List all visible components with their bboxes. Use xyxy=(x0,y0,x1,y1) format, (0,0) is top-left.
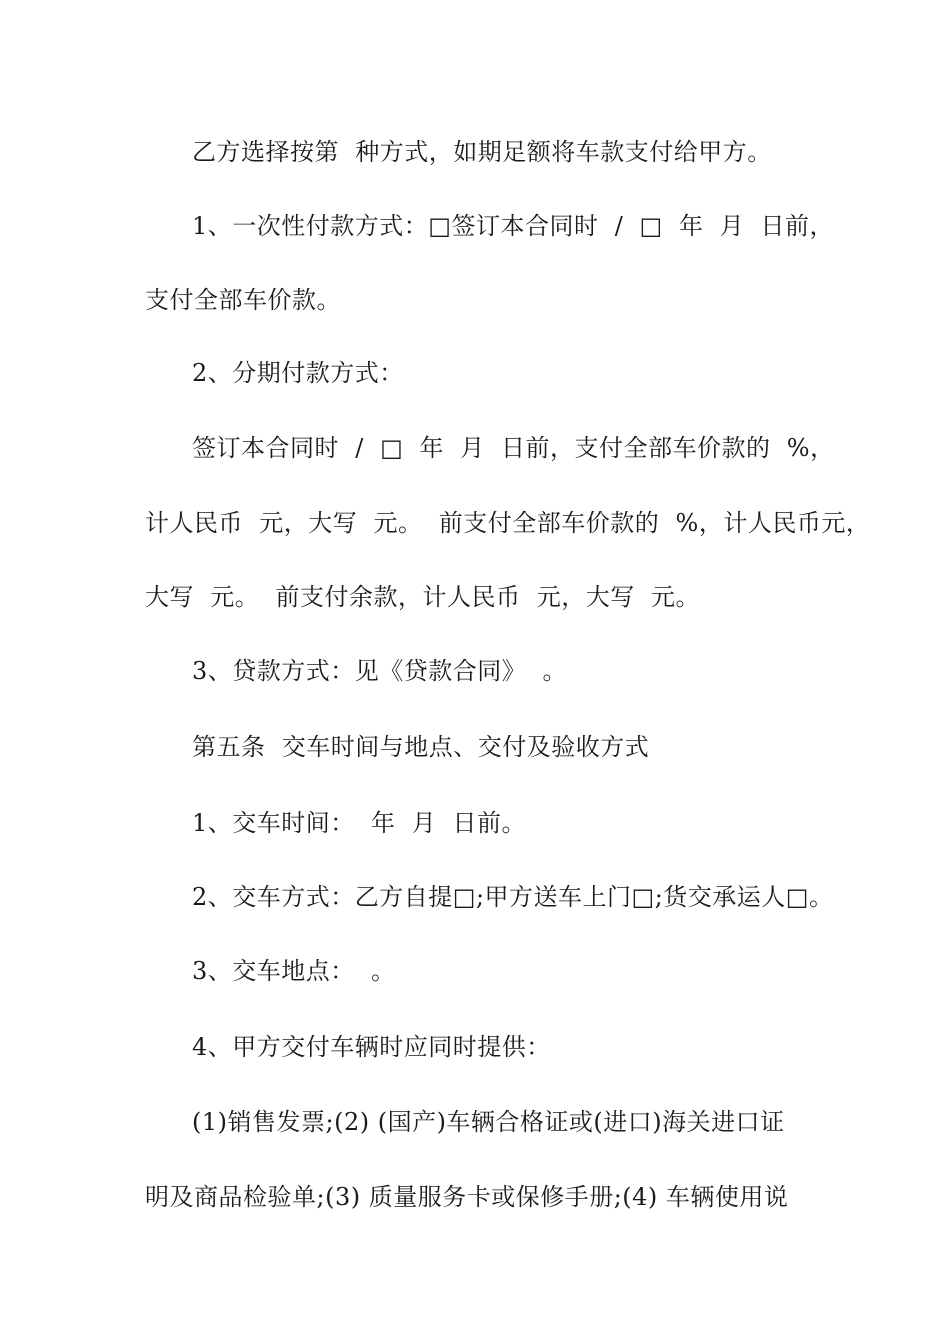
paragraph-documents-list: (1)销售发票;(2) (国产)车辆合格证或(进口)海关进口证 xyxy=(192,1108,785,1136)
paragraph-loan: 3、贷款方式：见《贷款合同》 。 xyxy=(192,657,568,685)
paragraph-documents-list-cont: 明及商品检验单;(3) 质量服务卡或保修手册;(4) 车辆使用说 xyxy=(145,1183,789,1211)
paragraph-delivery-time: 1、交车时间： 年 月 日前。 xyxy=(192,809,527,837)
paragraph-delivery-method: 2、交车方式：乙方自提□;甲方送车上门□;货交承运人□。 xyxy=(192,883,834,911)
paragraph-installment-detail-cont-1: 计人民币 元，大写 元。 前支付全部车价款的 %，计人民币元， xyxy=(145,509,871,537)
paragraph-lump-sum: 1、一次性付款方式：□签订本合同时 / □ 年 月 日前， xyxy=(192,212,834,240)
paragraph-delivery-location: 3、交车地点： 。 xyxy=(192,957,396,985)
paragraph-delivery-documents: 4、甲方交付车辆时应同时提供： xyxy=(192,1033,551,1061)
section-heading-article-5: 第五条 交车时间与地点、交付及验收方式 xyxy=(192,733,650,761)
paragraph-installment-detail: 签订本合同时 / □ 年 月 日前，支付全部车价款的 %， xyxy=(192,434,835,462)
paragraph-payment-choice: 乙方选择按第 种方式，如期足额将车款支付给甲方。 xyxy=(192,138,772,166)
paragraph-installment: 2、分期付款方式： xyxy=(192,359,404,387)
paragraph-lump-sum-cont: 支付全部车价款。 xyxy=(145,286,341,314)
paragraph-installment-detail-cont-2: 大写 元。 前支付余款，计人民币 元，大写 元。 xyxy=(145,583,701,611)
